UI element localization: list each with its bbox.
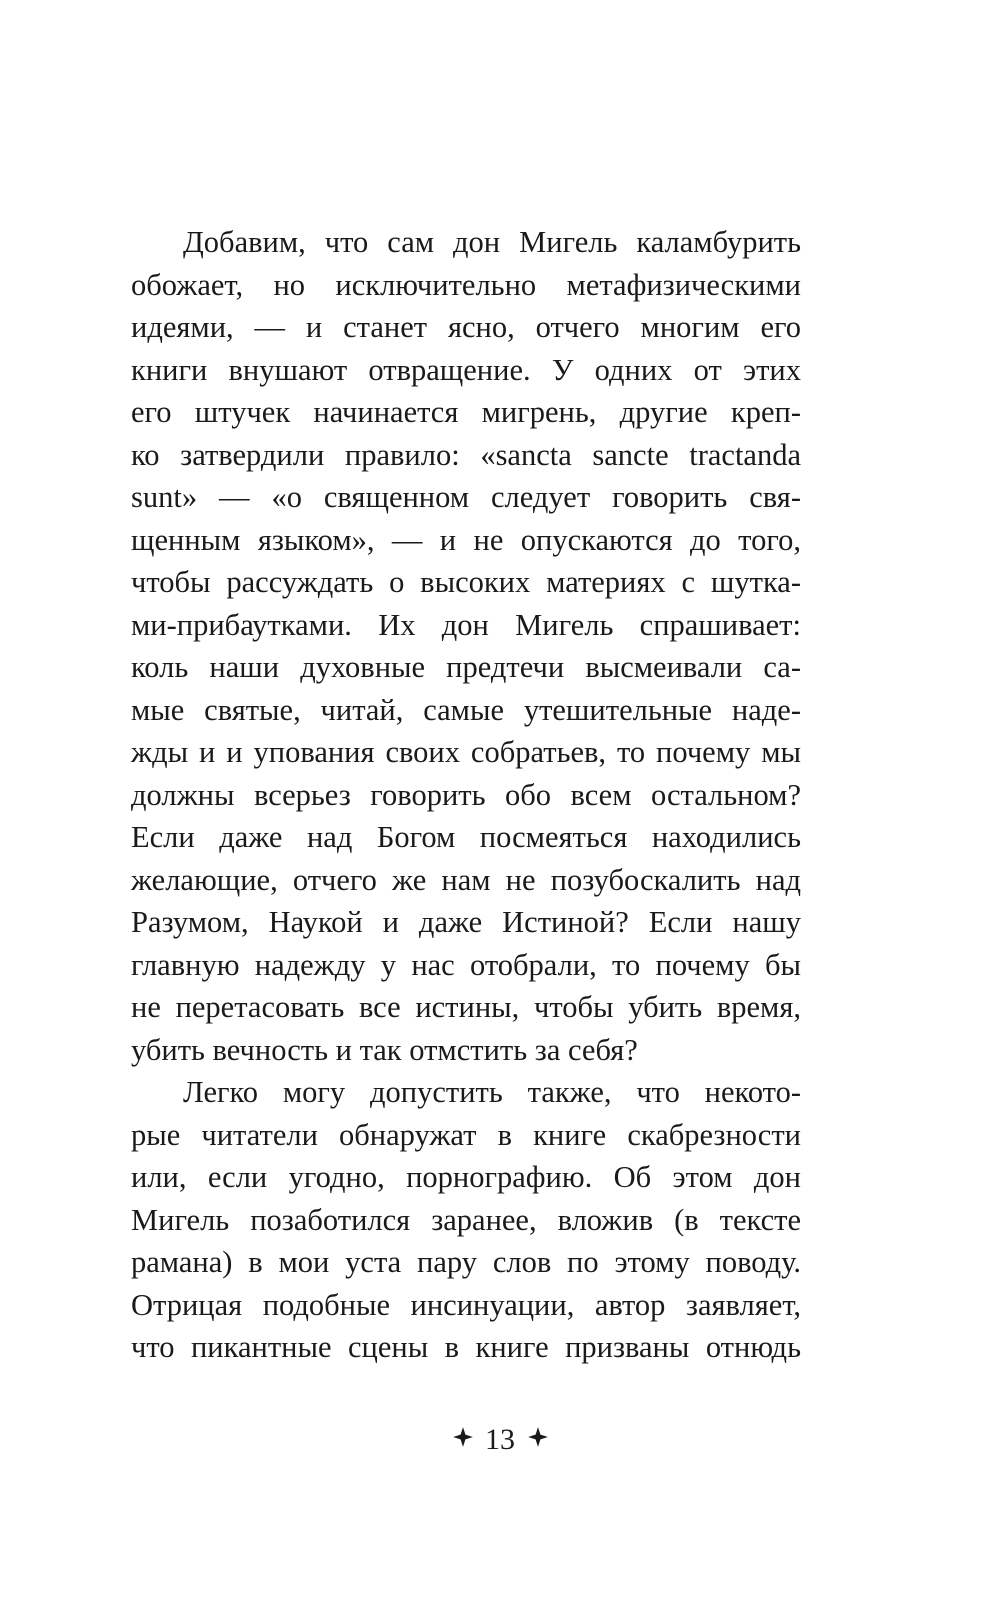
text-line: Отрицая подобные инсинуации, автор заявляет, <box>131 1287 801 1322</box>
text-line: sunt» — «о священном следует говорить свя- <box>131 480 801 514</box>
text-line: щенным языком», — и не опускаются до того, <box>131 522 801 557</box>
text-line: рамана) в мои уста пару слов по этому поводу. <box>131 1245 801 1279</box>
text-line: обожает, но исключительно метафизическими <box>131 267 801 302</box>
text-line: что пикантные сцены в книге призваны отнюдь <box>131 1330 801 1364</box>
text-line: Разумом, Наукой и даже Истиной? Если нашу <box>131 905 801 939</box>
page-number <box>0 1418 1000 1460</box>
text-line: идеями, — и станет ясно, отчего многим его <box>131 310 801 344</box>
page-number-value: 13 <box>485 1423 515 1457</box>
text-line: Если даже над Богом посмеяться находились <box>131 820 801 854</box>
text-line: ми-прибаутками. Их дон Мигель спрашивает: <box>131 607 801 642</box>
text-line: рые читатели обнаружат в книге скабрезности <box>131 1117 801 1152</box>
text-line: Мигель позаботился заранее, вложив (в тексте <box>131 1202 801 1237</box>
four-point-star-icon <box>452 1426 474 1448</box>
text-line: жды и и упования своих собратьев, то почему мы <box>131 735 801 769</box>
text-line: желающие, отчего же нам не позубоскалить над <box>131 862 801 897</box>
text-line: Легко могу допустить также, что некото- <box>183 1075 801 1109</box>
four-point-star-icon <box>527 1426 549 1448</box>
text-line: убить вечность и так отмстить за себя? <box>131 1032 638 1067</box>
text-line: не перетасовать все истины, чтобы убить время, <box>131 990 801 1024</box>
text-line: книги внушают отвращение. У одних от этих <box>131 352 801 387</box>
text-line: мые святые, читай, самые утешительные наде- <box>131 692 801 727</box>
text-line: ко затвердили правило: «sancta sancte tractanda <box>131 437 801 472</box>
text-line: должны всерьез говорить обо всем остальном? <box>131 777 801 812</box>
body-text <box>131 221 801 1369</box>
text-line: чтобы рассуждать о высоких материях с шутка- <box>131 565 801 599</box>
text-line: коль наши духовные предтечи высмеивали са- <box>131 650 801 684</box>
text-line: главную надежду у нас отобрали, то почему бы <box>131 947 801 982</box>
text-line: Добавим, что сам дон Мигель каламбурить <box>183 225 801 259</box>
text-line: или, если угодно, порнографию. Об этом дон <box>131 1160 801 1194</box>
text-line: его штучек начинается мигрень, другие креп- <box>131 395 801 429</box>
